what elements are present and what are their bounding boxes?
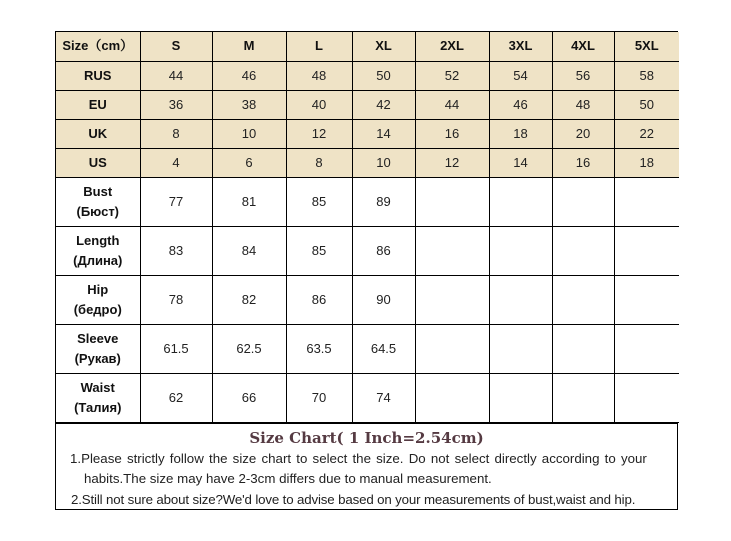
label-en: Hip [87, 281, 109, 297]
cell: 16 [552, 148, 614, 177]
size-4xl: 4XL [552, 32, 614, 61]
size-notes [56, 423, 677, 509]
cell: 14 [489, 148, 552, 177]
cell [614, 275, 679, 324]
cell [614, 324, 679, 373]
cell: 50 [352, 61, 415, 90]
cell: 10 [352, 148, 415, 177]
row-label [56, 275, 140, 324]
cell: 78 [140, 275, 212, 324]
cell: 50 [614, 90, 679, 119]
row-waist [56, 373, 679, 422]
cell [415, 226, 489, 275]
label-ru: (Рукав) [74, 350, 121, 366]
label-ru: (Бюст) [76, 203, 120, 219]
cell: 18 [489, 119, 552, 148]
cell [552, 373, 614, 422]
row-eu [56, 90, 679, 119]
row-uk [56, 119, 679, 148]
row-length [56, 226, 679, 275]
label-ru: (бедро) [73, 301, 122, 317]
cell: 86 [352, 226, 415, 275]
cell [415, 324, 489, 373]
cell: 58 [614, 61, 679, 90]
row-sleeve [56, 324, 679, 373]
label-en: Sleeve [77, 330, 119, 346]
cell: 83 [140, 226, 212, 275]
header-label: Size（cm） [56, 32, 140, 61]
cell: 38 [212, 90, 286, 119]
cell: 4 [140, 148, 212, 177]
cell: 86 [286, 275, 352, 324]
cell: 52 [415, 61, 489, 90]
cell [552, 226, 614, 275]
cell: 56 [552, 61, 614, 90]
size-5xl: 5XL [614, 32, 679, 61]
label-ru: (Длина) [73, 252, 123, 268]
row-label [56, 226, 140, 275]
cell: 16 [415, 119, 489, 148]
cell: 62.5 [212, 324, 286, 373]
cell [415, 275, 489, 324]
row-us [56, 148, 679, 177]
cell: 20 [552, 119, 614, 148]
notes-title: Size Chart( 1 Inch=2.54cm) [249, 428, 484, 447]
label-ru: (Талия) [74, 399, 122, 415]
label-en: Bust [83, 183, 113, 199]
cell: 70 [286, 373, 352, 422]
cell [489, 275, 552, 324]
cell: 6 [212, 148, 286, 177]
size-xl: XL [352, 32, 415, 61]
label-en: Length [76, 232, 120, 248]
row-label: US [56, 148, 140, 177]
row-rus [56, 61, 679, 90]
cell [614, 226, 679, 275]
cell [489, 177, 552, 226]
label-en: Waist [80, 379, 115, 395]
cell: 85 [286, 177, 352, 226]
cell: 46 [489, 90, 552, 119]
cell: 85 [286, 226, 352, 275]
cell: 89 [352, 177, 415, 226]
cell: 84 [212, 226, 286, 275]
cell: 48 [286, 61, 352, 90]
cell: 10 [212, 119, 286, 148]
size-chart [55, 31, 678, 510]
cell [415, 177, 489, 226]
cell: 12 [415, 148, 489, 177]
size-s: S [140, 32, 212, 61]
cell [552, 324, 614, 373]
cell: 54 [489, 61, 552, 90]
cell: 61.5 [140, 324, 212, 373]
cell: 77 [140, 177, 212, 226]
cell: 90 [352, 275, 415, 324]
note-line-1: 1.Please strictly follow the size chart to select the size. Do not select directly according to your [70, 450, 647, 466]
cell: 64.5 [352, 324, 415, 373]
cell [489, 324, 552, 373]
cell: 22 [614, 119, 679, 148]
cell: 82 [212, 275, 286, 324]
size-table [56, 32, 679, 423]
cell: 18 [614, 148, 679, 177]
size-m: M [212, 32, 286, 61]
cell [552, 275, 614, 324]
row-label: UK [56, 119, 140, 148]
cell: 48 [552, 90, 614, 119]
cell: 40 [286, 90, 352, 119]
cell: 44 [140, 61, 212, 90]
cell: 12 [286, 119, 352, 148]
note-line-3: 2.Still not sure about size?We'd love to advise based on your measurements of bust,waist and hip. [71, 491, 636, 507]
cell: 44 [415, 90, 489, 119]
cell: 14 [352, 119, 415, 148]
row-label: RUS [56, 61, 140, 90]
cell: 46 [212, 61, 286, 90]
cell: 74 [352, 373, 415, 422]
cell: 8 [140, 119, 212, 148]
cell: 42 [352, 90, 415, 119]
size-l: L [286, 32, 352, 61]
cell: 81 [212, 177, 286, 226]
row-hip [56, 275, 679, 324]
cell [415, 373, 489, 422]
size-3xl: 3XL [489, 32, 552, 61]
size-header-row [56, 32, 679, 61]
cell: 36 [140, 90, 212, 119]
row-bust [56, 177, 679, 226]
row-label [56, 324, 140, 373]
cell [489, 373, 552, 422]
cell [614, 177, 679, 226]
cell: 66 [212, 373, 286, 422]
size-2xl: 2XL [415, 32, 489, 61]
cell [614, 373, 679, 422]
cell [489, 226, 552, 275]
row-label: EU [56, 90, 140, 119]
note-line-2: habits.The size may have 2-3cm differs due to manual measurement. [84, 471, 492, 486]
cell [552, 177, 614, 226]
cell: 63.5 [286, 324, 352, 373]
cell: 62 [140, 373, 212, 422]
cell: 8 [286, 148, 352, 177]
row-label [56, 373, 140, 422]
row-label [56, 177, 140, 226]
